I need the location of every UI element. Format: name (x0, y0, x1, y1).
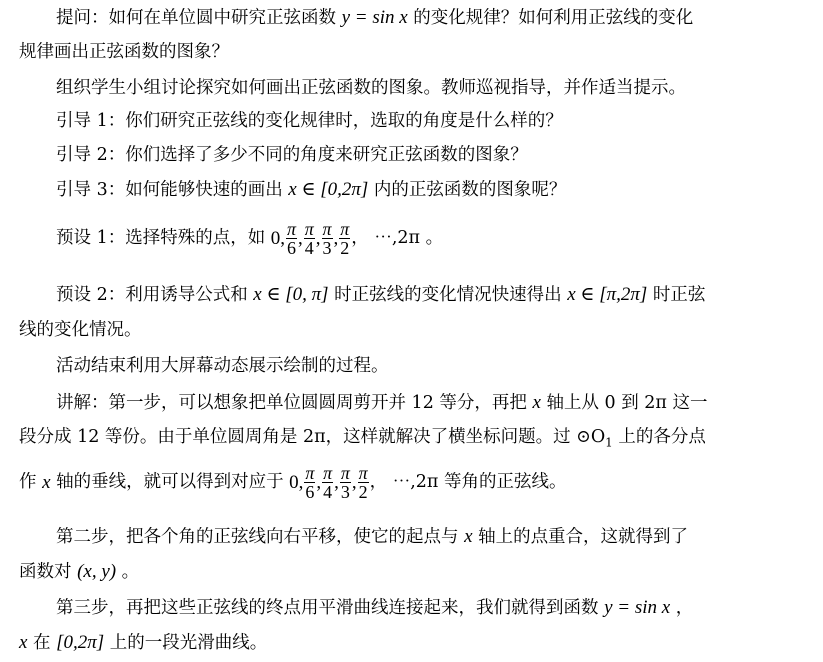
text: 预设 1：选择特殊的点，如 (56, 227, 271, 248)
text: ， ⋯,2π 。 (351, 227, 444, 248)
text: 线的变化情况。 (19, 320, 142, 340)
text: ， ⋯,2π 等角的正弦线。 (369, 471, 567, 492)
preset-2-cont (19, 322, 142, 340)
formula: x (19, 632, 28, 653)
fraction-pi-6: $\frac{\pi}{6}$ (305, 463, 315, 502)
paragraph-explain-cont-2: 作 x 轴的垂线，就可以得到对应于 0, $\frac{\pi}{6}$ , $\frac{\pi}{4}$ , $\frac{\pi}{3}$ , $\frac{\pi}{2}$ ， ⋯,2π 等角的正弦线。 (19, 463, 567, 502)
formula: x (464, 526, 473, 547)
text: 组织学生小组讨论探究如何画出正弦函数的图象。教师巡视指导，并作适当提示。 (56, 78, 686, 98)
text: 引导 1：你们研究正弦线的变化规律时，选取的角度是什么样的？ (56, 111, 563, 131)
text: 上的各分点 (612, 427, 706, 447)
guide-2 (56, 147, 528, 165)
paragraph-explain-cont (19, 429, 706, 449)
text: 函数对 (19, 562, 78, 582)
paragraph-activity (56, 80, 686, 98)
formula: y = sin x (604, 597, 671, 618)
text: 轴上从 0 到 2π 这一 (540, 393, 708, 413)
text: 活动结束利用大屏幕动态展示绘制的过程。 (56, 356, 389, 376)
preset-1: 预设 1：选择特殊的点，如 0, $\frac{\pi}{6}$ , $\frac{\pi}{4}$ , $\frac{\pi}{3}$ , $\frac{\pi}{2}$ ， ⋯,2π 。 (56, 219, 444, 258)
text: 在 (27, 633, 57, 653)
text: 轴上的点重合，这就得到了 (472, 527, 689, 547)
text: 规律画出正弦函数的图象？ (19, 42, 229, 62)
subscript: 1 (605, 435, 613, 450)
formula: y = sin x (341, 7, 408, 28)
paragraph-explain (56, 393, 708, 413)
text: 第三步，再把这些正弦线的终点用平滑曲线连接起来，我们就得到函数 (56, 598, 605, 618)
text: 的变化规律？如何利用正弦线的变化 (407, 8, 694, 28)
paragraph-step-3-cont (19, 633, 267, 653)
paragraph-step-3 (56, 598, 693, 618)
paragraph-step-2-cont (19, 562, 139, 582)
formula: x (42, 472, 51, 493)
fraction-pi-6: $\frac{\pi}{6}$ (287, 219, 297, 258)
text: 引导 2：你们选择了多少不同的角度来研究正弦函数的图象？ (56, 145, 528, 165)
guide-1 (56, 113, 563, 131)
guide-3 (56, 180, 566, 200)
formula: 0, (270, 228, 286, 249)
paragraph-question-cont (19, 44, 229, 62)
fraction-pi-3: $\frac{\pi}{3}$ (340, 463, 350, 502)
fraction-pi-4: $\frac{\pi}{4}$ (304, 219, 314, 258)
text: 时正弦 (647, 285, 706, 305)
formula: x (532, 392, 541, 413)
text: 引导 3：如何能够快速的画出 (56, 180, 289, 200)
paragraph-step-2 (56, 527, 688, 547)
preset-2 (56, 285, 705, 305)
fraction-pi-4: $\frac{\pi}{4}$ (323, 463, 333, 502)
paragraph-question (56, 8, 693, 28)
text: 轴的垂线，就可以得到对应于 (50, 471, 290, 492)
fraction-pi-3: $\frac{\pi}{3}$ (322, 219, 332, 258)
formula: (x, y) (77, 561, 117, 582)
text: 上的一段光滑曲线。 (104, 633, 268, 653)
formula: 0, (289, 472, 304, 493)
text: 提问：如何在单位圆中研究正弦函数 (56, 8, 342, 28)
fraction-pi-2: $\frac{\pi}{2}$ (358, 463, 368, 502)
fraction-pi-2: $\frac{\pi}{2}$ (340, 219, 350, 258)
formula: x ∈ [π,2π] (567, 284, 648, 305)
paragraph-end-activity (56, 358, 389, 376)
text: 。 (116, 562, 140, 582)
text: ， (670, 598, 694, 618)
text: 第二步，把各个角的正弦线向右平移，使它的起点与 (56, 527, 465, 547)
formula: [0,2π] (56, 632, 105, 653)
text: 作 (19, 471, 43, 492)
text: 时正弦线的变化情况快速得出 (328, 285, 568, 305)
formula: x ∈ [0,2π] (288, 179, 369, 200)
text: 内的正弦函数的图象呢？ (368, 180, 567, 200)
text: 讲解：第一步，可以想象把单位圆圆周剪开并 12 等分，再把 (56, 393, 533, 413)
formula: x ∈ [0, π] (253, 284, 329, 305)
text: 预设 2：利用诱导公式和 (56, 285, 254, 305)
text: 段分成 12 等份。由于单位圆周角是 2π，这样就解决了横坐标问题。过 ⊙O (19, 427, 606, 447)
